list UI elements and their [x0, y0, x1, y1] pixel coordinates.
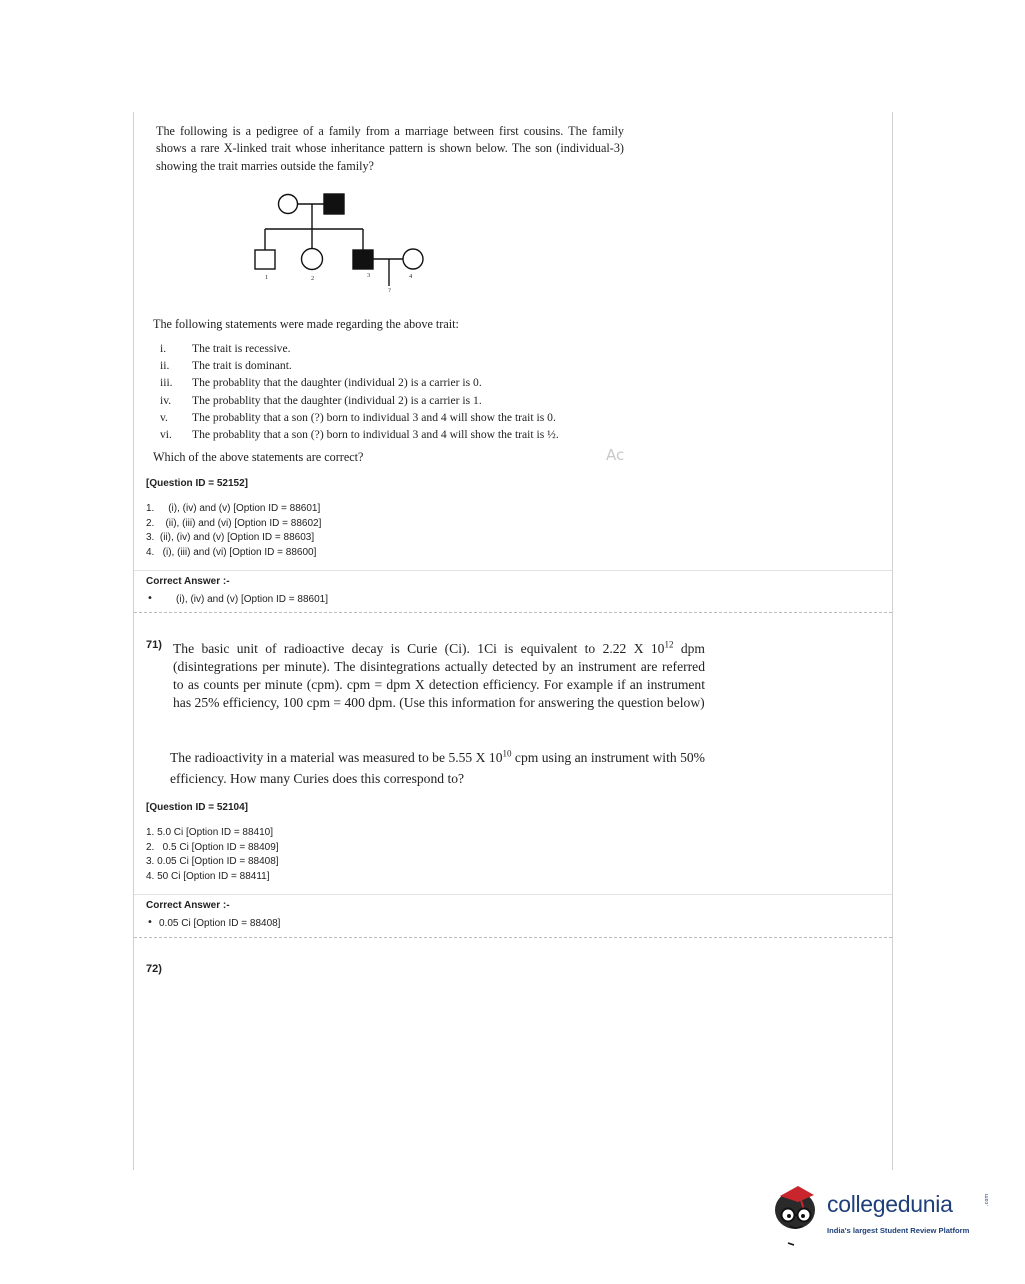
q72-number: 72): [146, 963, 162, 975]
q71-correct-answer-label: Correct Answer :-: [146, 900, 230, 911]
pedigree-label-4: 4: [409, 273, 413, 280]
brand-com: .com: [984, 1193, 990, 1206]
option-item[interactable]: 4. (i), (iii) and (vi) [Option ID = 88600]: [146, 546, 317, 558]
q70-correct-answer-value: (i), (iv) and (v) [Option ID = 88601]: [176, 594, 329, 605]
activation-watermark: Ac: [606, 446, 625, 464]
q70-correct-answer-label: Correct Answer :-: [146, 576, 230, 587]
pedigree-individual-4: [403, 249, 423, 269]
statements-list: [156, 340, 559, 443]
option-item[interactable]: 3. (ii), (iv) and (v) [Option ID = 88603]: [146, 532, 315, 544]
pedigree-individual-1: [255, 250, 275, 269]
q70-question: Which of the above statements are correct?: [153, 450, 364, 464]
q70-options: [146, 502, 321, 560]
option-item[interactable]: 1. 5.0 Ci [Option ID = 88410]: [146, 827, 274, 838]
statement-item: i. The trait is recessive.: [160, 342, 291, 355]
option-item[interactable]: 2. (ii), (iii) and (vi) [Option ID = 88602]: [146, 517, 322, 529]
dashed-divider: [134, 937, 892, 938]
pedigree-mother: [279, 195, 298, 214]
q71-options: [146, 826, 279, 884]
divider: [134, 894, 892, 895]
pedigree-father: [324, 194, 344, 214]
statement-item: v. The probablity that a son (?) born to individual 3 and 4 will show the trait is 0.: [160, 410, 556, 424]
option-item[interactable]: 3. 0.05 Ci [Option ID = 88408]: [146, 856, 279, 868]
divider: [134, 570, 892, 571]
option-item[interactable]: 2. 0.5 Ci [Option ID = 88409]: [146, 841, 279, 853]
page-frame-left: [133, 112, 134, 1170]
statement-item: vi. The probablity that a son (?) born to individual 3 and 4 will show the trait is ½.: [160, 427, 559, 441]
pedigree-label-unknown: ?: [388, 287, 391, 294]
pedigree-label-1: 1: [265, 274, 269, 281]
pedigree-individual-2: [302, 249, 323, 270]
statement-item: iii. The probablity that the daughter (individual 2) is a carrier is 0.: [160, 376, 482, 390]
page-frame-right: [892, 112, 893, 1170]
q70-intro-text: The following is a pedigree of a family from a marriage between first cousins. The family shows a rare X-linked trait whose inheritance pattern is shown below. The son (individual-3) showing the trait marries outside the family?: [156, 124, 624, 173]
q71-number: 71): [146, 639, 162, 651]
brand-tagline: India's largest Student Review Platform: [827, 1226, 970, 1235]
statement-item: iv. The probablity that the daughter (individual 2) is a carrier is 1.: [160, 393, 482, 407]
pedigree-label-2: 2: [311, 275, 315, 282]
q71-question-id: [Question ID = 52104]: [146, 802, 248, 813]
statements-intro: The following statements were made regarding the above trait:: [153, 317, 459, 331]
pedigree-diagram: [250, 188, 440, 296]
option-item[interactable]: 1. (i), (iv) and (v) [Option ID = 88601]: [146, 503, 321, 514]
pedigree-label-3: 3: [367, 272, 371, 279]
dashed-divider: [134, 612, 892, 613]
option-item[interactable]: 4. 50 Ci [Option ID = 88411]: [146, 870, 270, 882]
q71-paragraph-1: The basic unit of radioactive decay is Curie (Ci). 1Ci is equivalent to 2.22 X $10^{12}$ dpm (disintegrations per minute). The disintegrations actually detected by an instrument are referred to as counts per minute (cpm). cpm = dpm X detection efficiency. For example if an instrument has 25% efficiency, 100 cpm = 400 dpm. (Use this information for answering the question below): [173, 639, 705, 710]
q71-correct-answer-value: 0.05 Ci [Option ID = 88408]: [159, 918, 281, 929]
bullet-icon: •: [147, 917, 153, 928]
bullet-icon: •: [147, 593, 153, 604]
statement-item: ii. The trait is dominant.: [160, 359, 292, 373]
pedigree-individual-3: [353, 250, 373, 269]
q71-paragraph-2: The radioactivity in a material was measured to be 5.55 X $10^{10}$ cpm using an instrument with 50% efficiency. How many Curies does this correspond to?: [170, 748, 705, 786]
brand-name: collegedunia: [827, 1191, 953, 1217]
q70-question-id: [Question ID = 52152]: [146, 478, 248, 489]
